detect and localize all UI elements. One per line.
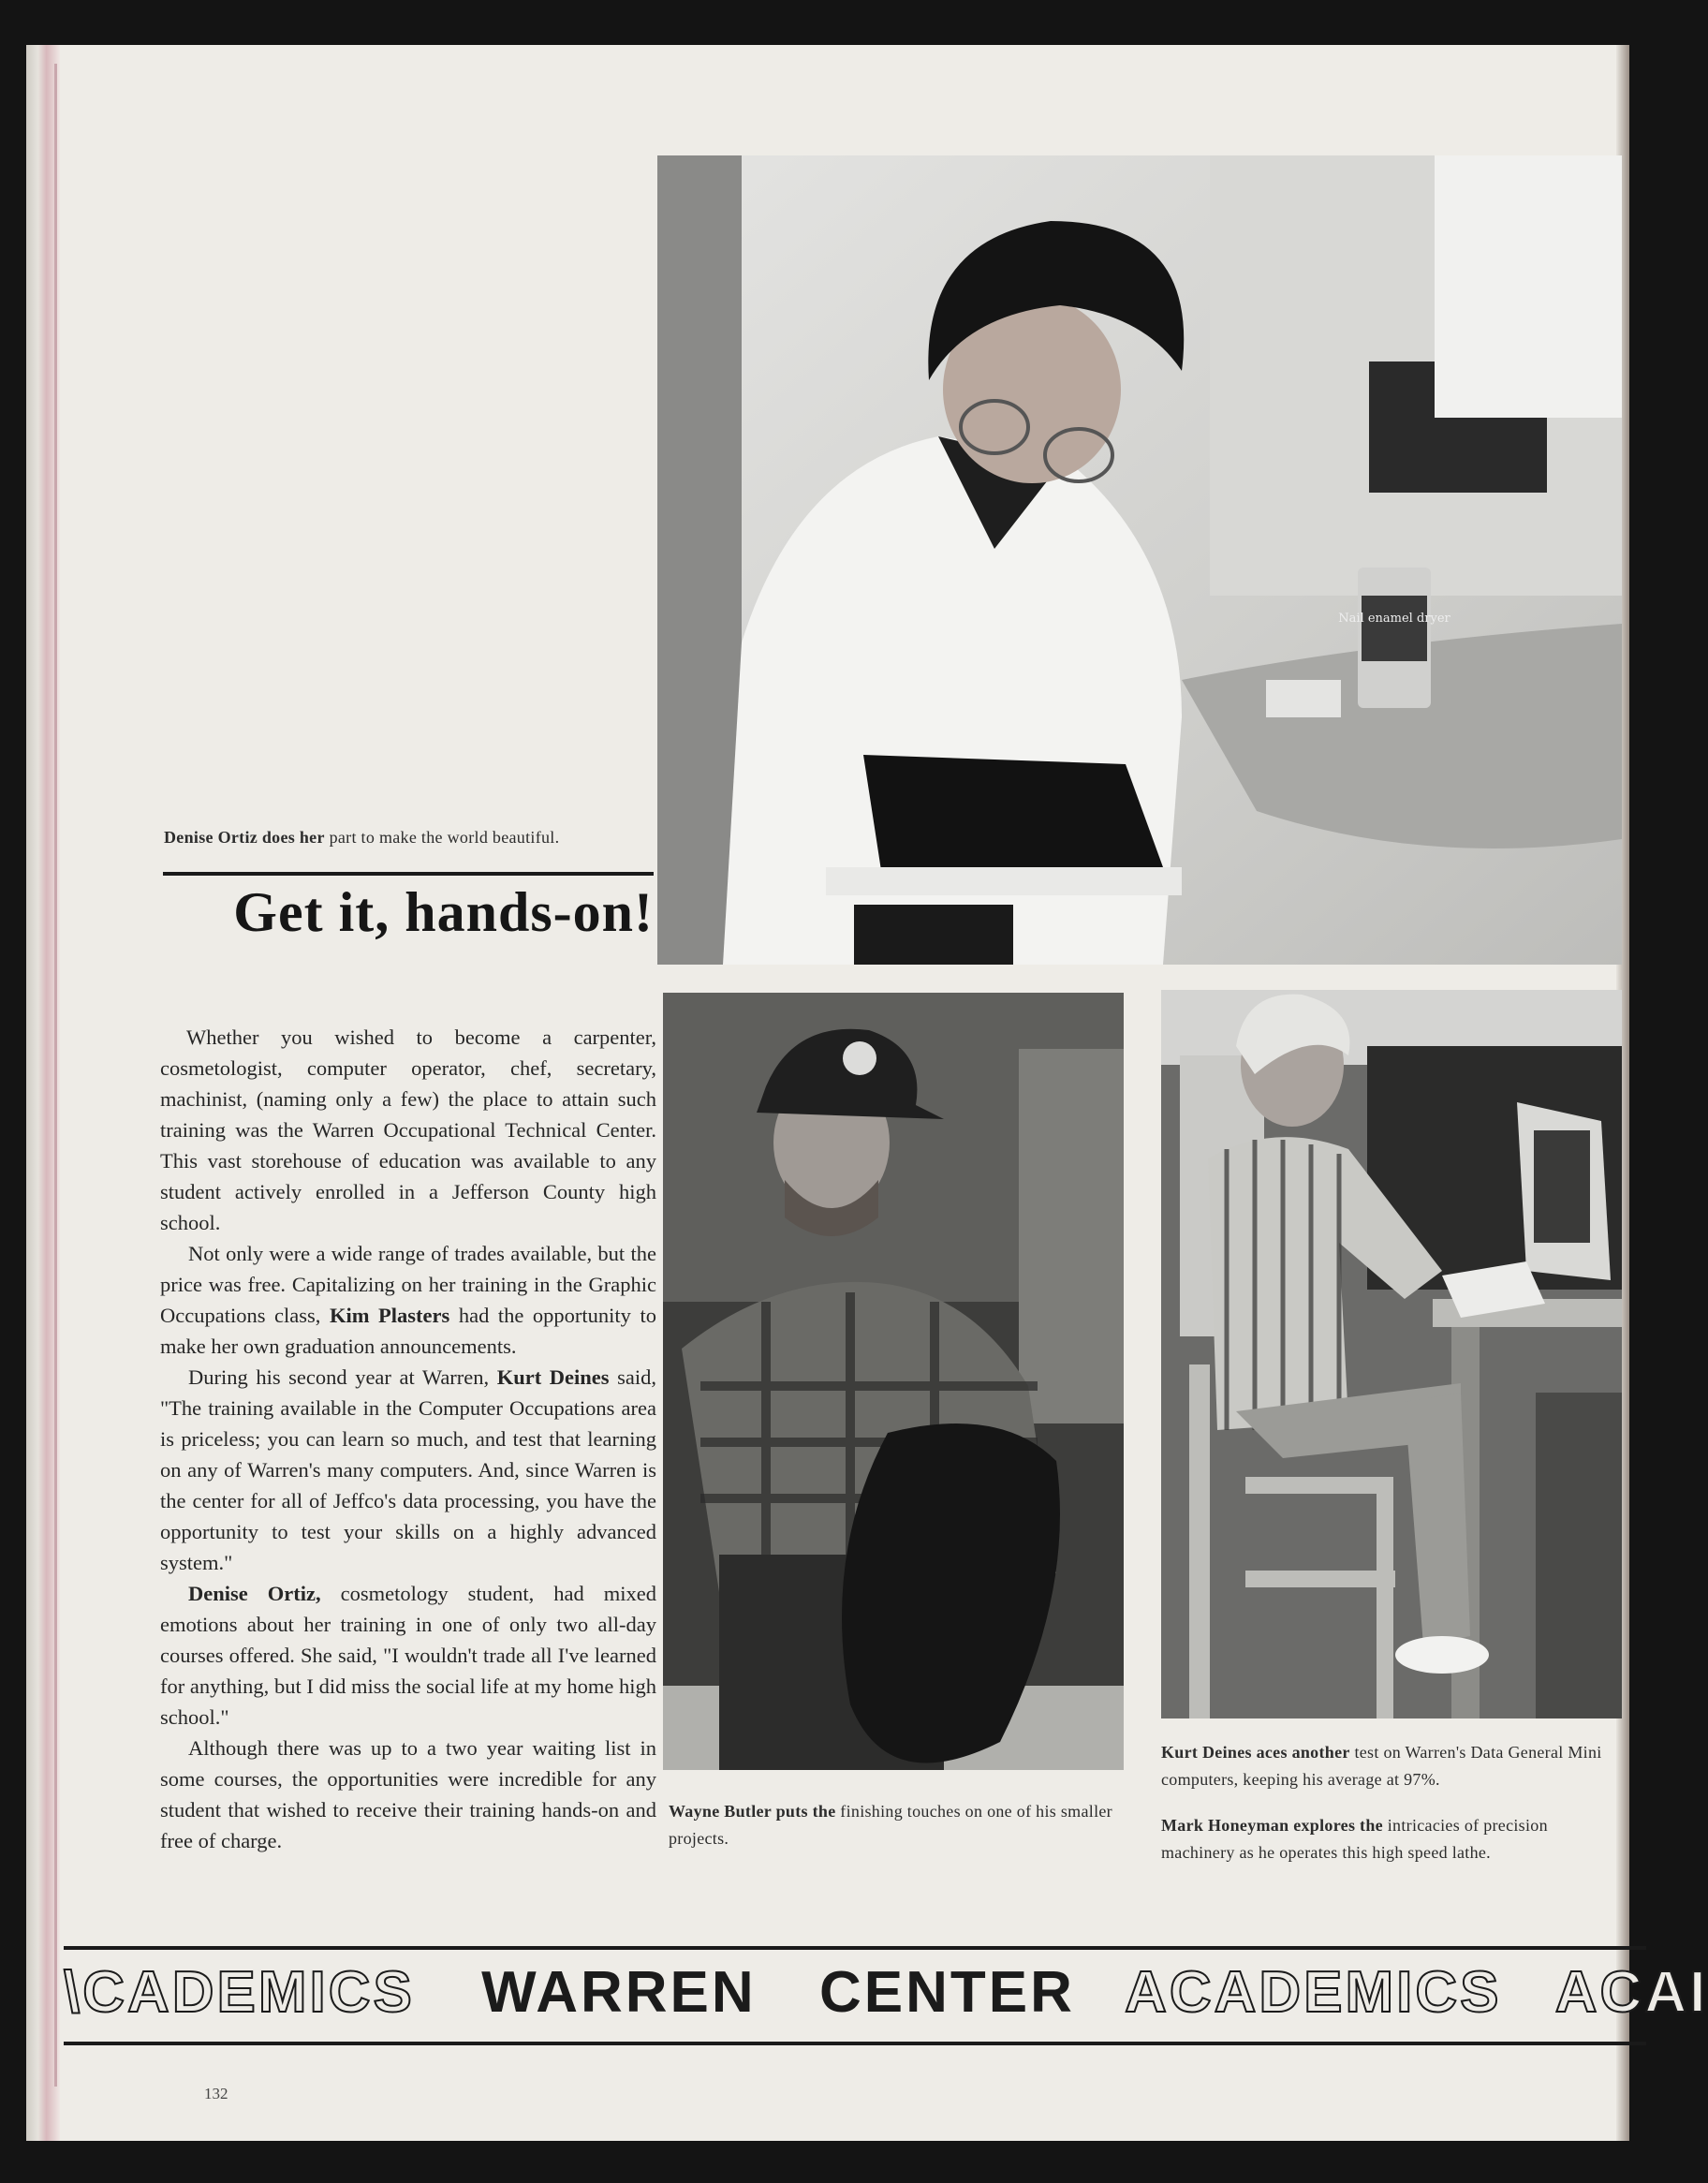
headline-rule (163, 872, 654, 876)
caption-lathe (1161, 1812, 1620, 1866)
paragraph-3 (160, 1362, 656, 1578)
p4-name: Denise Ortiz, (188, 1582, 321, 1605)
p2-name: Kim Plasters (329, 1304, 450, 1327)
caption-computers (1161, 1739, 1620, 1793)
headline: Get it, hands-on! (233, 881, 654, 943)
caption-woodshop-rest: finishing touches on one of his smaller projects. (669, 1802, 1112, 1848)
banner-center: CENTER (818, 1960, 1075, 2025)
caption-woodshop (669, 1798, 1137, 1852)
caption-computers-rest: test on Warren's Data General Mini computers, keeping his average at 97%. (1161, 1743, 1602, 1789)
spine-line (54, 64, 57, 2087)
photo-computers (1161, 990, 1622, 1718)
nail-enamel-label: Nail enamel dryer (1338, 612, 1450, 626)
caption-cosmetology-lead: Denise Ortiz does her (164, 828, 325, 847)
p3-text-b: said, "The training available in the Computer Occupations area is priceless; you can learn so much, and test that learning on any of Warren's many computers. And, since Warren is the center for all of Jeffco's data processing, you have the opportunity to test your skills on a highly advanced system." (160, 1365, 656, 1574)
photo-woodshop (663, 993, 1124, 1770)
caption-lathe-rest: intricacies of precision machinery as he operates this high speed lathe. (1161, 1816, 1548, 1862)
banner-bottom-rule (64, 2042, 1646, 2045)
caption-computers-lead: Kurt Deines aces another (1161, 1743, 1350, 1762)
p2-text-b: had the opportunity to make her own graduation announcements. (160, 1304, 656, 1358)
banner-academics: ACADEMICS (1125, 1960, 1502, 2025)
banner-academics-partial: \CADEMICS (64, 1960, 415, 2025)
yearbook-page (26, 45, 1708, 2141)
paragraph-4 (160, 1578, 656, 1733)
banner-warren: WARREN (481, 1960, 757, 2025)
p3-name: Kurt Deines (496, 1365, 610, 1389)
paragraph-1: Whether you wished to become a carpenter, cosmetologist, computer operator, chef, secretary, machinist, (naming only a few) the place to attain such training was the Warren Occupational Technical Center. This vast storehouse of education was available to any student actively enrolled in a Jefferson County high school. (160, 1025, 656, 1234)
caption-woodshop-lead: Wayne Butler puts the (669, 1802, 836, 1821)
banner-top-rule (64, 1946, 1646, 1950)
banner-academics-tail: ACAI (1554, 1960, 1708, 2025)
caption-lathe-lead: Mark Honeyman explores the (1161, 1816, 1383, 1835)
page-number: 132 (204, 2085, 228, 2102)
p4-text-b: cosmetology student, had mixed emotions about her training in one of only two all-day courses offered. She said, "I wouldn't trade all I've learned for anything, but I did miss the social life at my home high school." (160, 1582, 656, 1729)
section-banner (64, 1959, 1708, 2036)
p3-text-a: During his second year at Warren, (188, 1365, 497, 1389)
caption-cosmetology (164, 828, 660, 848)
caption-cosmetology-rest: part to make the world beautiful. (324, 828, 560, 847)
article-body (160, 1022, 656, 1856)
paragraph-5: Although there was up to a two year waiting list in some courses, the opportunities were incredible for any student that wished to receive their training hands-on and free of charge. (160, 1736, 656, 1852)
paragraph-2 (160, 1238, 656, 1362)
photo-cosmetology (657, 155, 1622, 965)
p2-text-a: Not only were a wide range of trades available, but the price was free. Capitalizing on her training in the Graphic Occupations class, (160, 1242, 656, 1327)
